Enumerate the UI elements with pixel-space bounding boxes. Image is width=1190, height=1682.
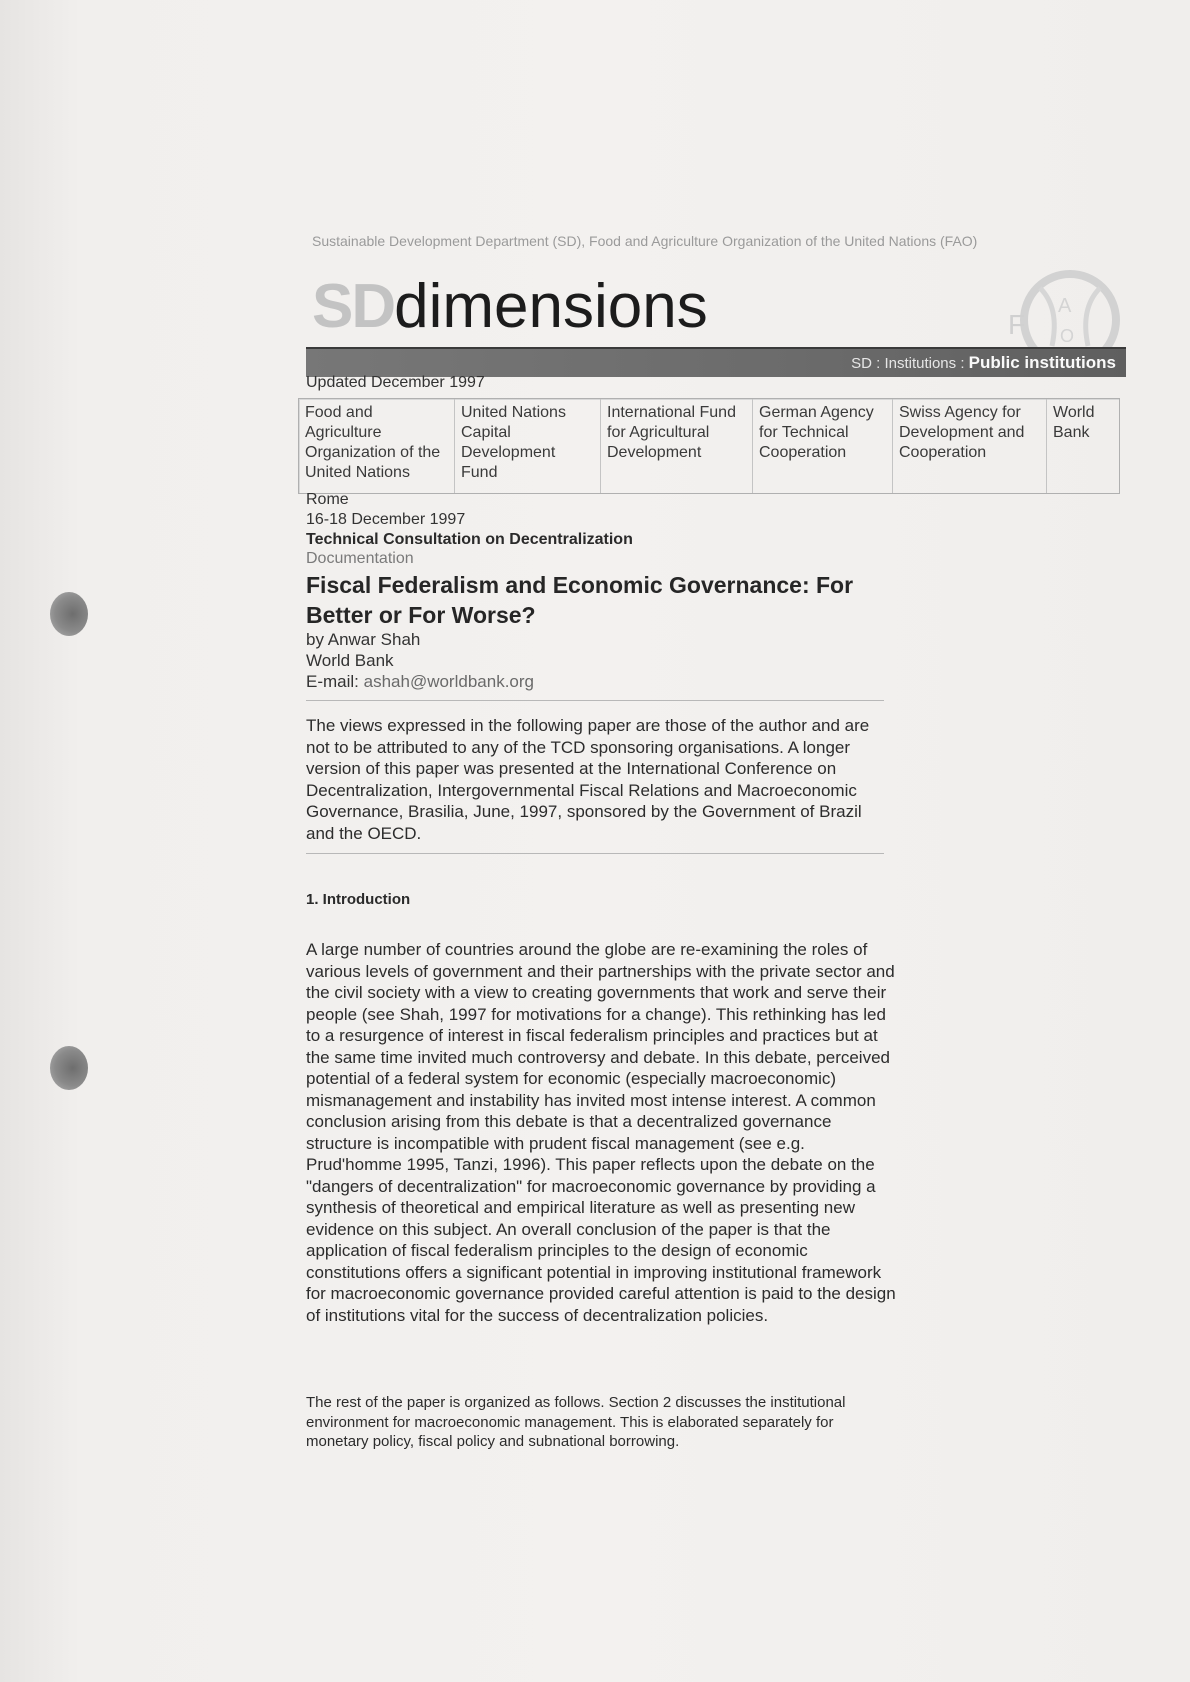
paper-byline: by Anwar Shah	[306, 630, 421, 649]
event-location: Rome	[306, 491, 349, 508]
navigation-bar	[306, 347, 1126, 377]
sponsor-sdc[interactable]: Swiss Agency for Development and Cooperation	[893, 399, 1047, 493]
paper-email-line	[306, 672, 534, 692]
introduction-paragraph-2: The rest of the paper is organized as follows. Section 2 discusses the institutional environment for macroeconomic management. This is elaborated separately for monetary policy, fiscal policy and subnational borrowing.	[306, 1394, 846, 1450]
divider-top	[306, 700, 884, 701]
event-name: Technical Consultation on Decentralization	[306, 531, 633, 548]
punch-hole-lower	[50, 1046, 88, 1090]
email-link[interactable]: ashah@worldbank.org	[363, 672, 534, 691]
breadcrumb-current[interactable]: Public institutions	[968, 353, 1116, 372]
paper-affiliation: World Bank	[306, 651, 394, 670]
sponsor-uncdf[interactable]: United Nations Capital Development Fund	[455, 399, 601, 493]
divider-bottom	[306, 853, 884, 854]
breadcrumb	[851, 353, 1116, 373]
section-heading-introduction: 1. Introduction	[306, 891, 411, 908]
introduction-paragraph-1: A large number of countries around the globe are re-examining the roles of various levels of government and their partnerships with the private sector and the civil society with a view to creating governments that work and serve their people (see Shah, 1997 for motivations for a change). This rethinking has led to a resurgence of interest in fiscal federalism principles and practices but at the same time invited much controversy and debate. In this debate, perceived potential of a federal system for economic (especially macroeconomic) mismanagement and instability has invited most intense interest. A common conclusion arising from this debate is that a decentralized governance structure is incompatible with prudent fiscal management (see e.g. Prud'homme 1995, Tanzi, 1996). This paper reflects upon the debate on the "dangers of decentralization" for macroeconomic governance by providing a synthesis of theoretical and empirical literature as well as presenting new evidence on this subject. An overall conclusion of the paper is that the application of fiscal federalism principles to the design of economic constitutions offers a significant potential in improving institutional framework for macroeconomic governance provided careful attention is paid to the design of institutions vital for the success of decentralization policies.	[306, 940, 896, 1325]
department-line: Sustainable Development Department (SD), Food and Agriculture Organization of the United Nations (FAO)	[312, 233, 978, 249]
svg-text:F: F	[1008, 309, 1026, 340]
sponsor-world-bank[interactable]: World Bank	[1053, 404, 1095, 441]
breadcrumb-prefix[interactable]: SD : Institutions :	[851, 355, 969, 372]
svg-text:O: O	[1060, 326, 1075, 346]
sponsor-fao[interactable]: Food and Agriculture Organization of the United Nations	[299, 399, 455, 493]
svg-text:A: A	[1058, 295, 1072, 317]
disclaimer-paragraph: The views expressed in the following paper are those of the author and are not to be attributed to any of the TCD sponsoring organisations. A longer version of this paper was presented at the International Conference on Decentralization, Intergovernmental Fiscal Relations and Macroeconomic Governance, Brasilia, June, 1997, sponsored by the Government of Brazil and the OECD.	[306, 716, 870, 843]
sd-dimensions-logo	[312, 262, 708, 352]
email-label: E-mail:	[306, 672, 364, 691]
sponsors-table	[298, 398, 1120, 494]
paper-title: Fiscal Federalism and Economic Governance: For Better or For Worse?	[306, 572, 854, 628]
sponsor-ifad[interactable]: International Fund for Agricultural Development	[601, 399, 753, 493]
event-category[interactable]: Documentation	[306, 550, 414, 567]
punch-hole-upper	[50, 592, 88, 636]
logo-sd: SD	[312, 272, 395, 341]
updated-date: Updated December 1997	[306, 374, 485, 391]
sponsor-gtz[interactable]: German Agency for Technical Cooperation	[753, 399, 893, 493]
fao-logo-icon	[1000, 268, 1120, 350]
event-dates: 16-18 December 1997	[306, 511, 466, 528]
logo-dimensions: dimensions	[394, 272, 708, 341]
